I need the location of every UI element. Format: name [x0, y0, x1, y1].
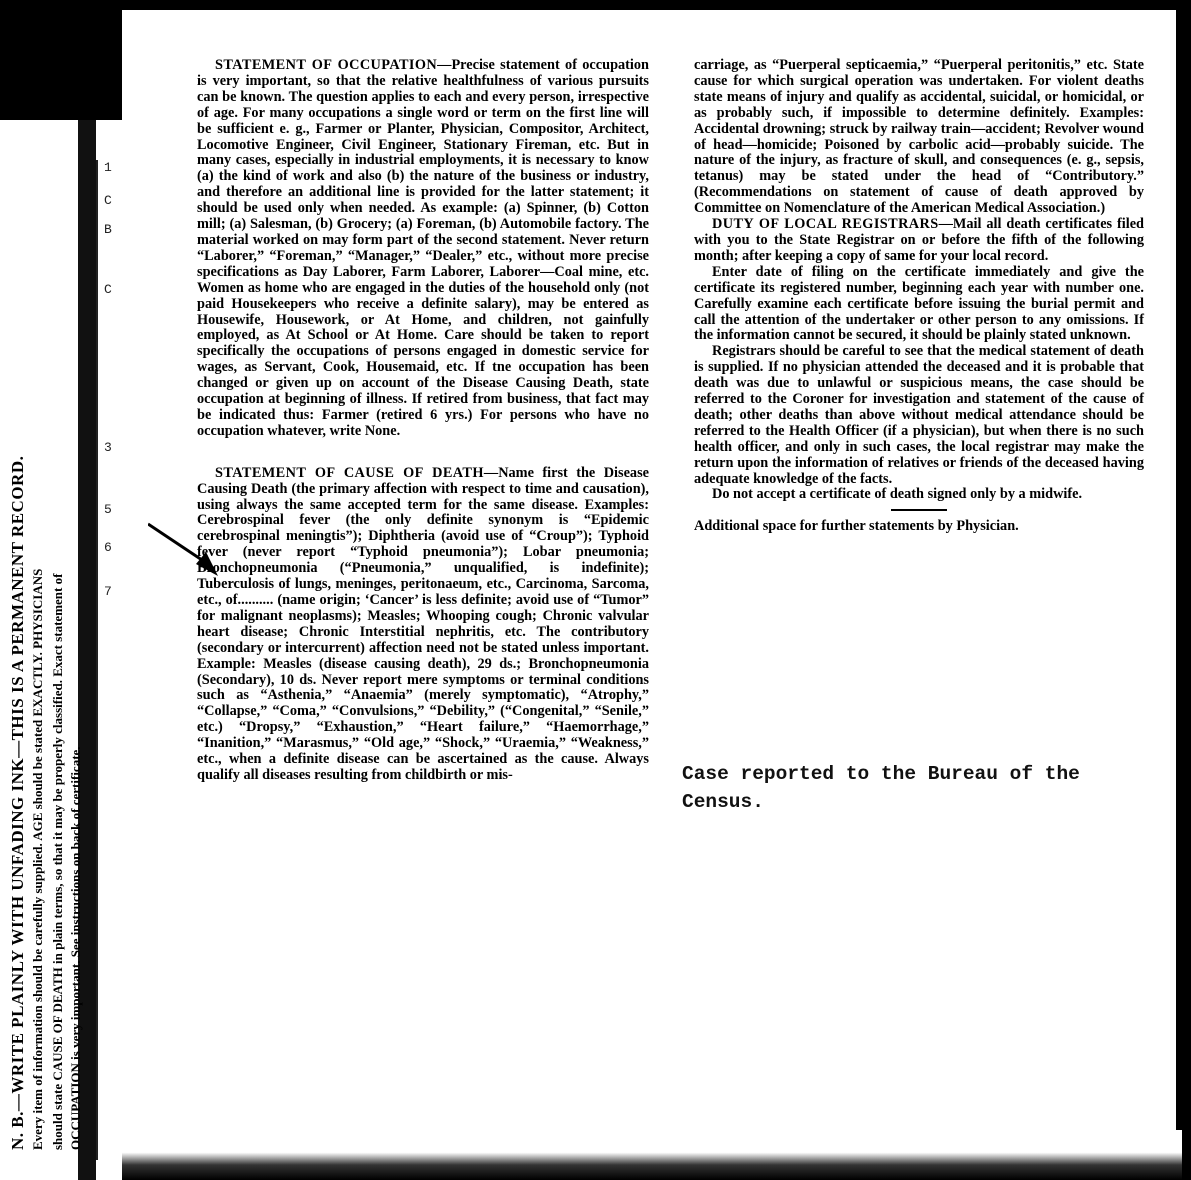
torn-bottom-edge — [122, 1130, 1182, 1180]
margin-mark: 3 — [104, 440, 112, 455]
duty-paragraph — [694, 217, 1144, 265]
cause-heading: STATEMENT OF CAUSE OF DEATH — [215, 464, 484, 481]
margin-mark: C — [104, 282, 112, 297]
additional-space-label: Additional space for further statements by Physician. — [694, 518, 1019, 535]
occupation-paragraph — [197, 58, 649, 440]
side-notice-line3: OCCUPATION is very important. See instructions on back of certificate. — [68, 746, 83, 1150]
margin-mark: 7 — [104, 584, 112, 599]
duty-body: —Mail all death certificates filed with you to the State Registrar on or before the fifth of the following month; after keeping a copy of same for your local record. — [694, 216, 1144, 264]
margin-marks — [100, 160, 120, 640]
side-notice-line2: should state CAUSE OF DEATH in plain terms, so that it may be properly classified. Exact statement of — [50, 573, 65, 1150]
cause-body: —Name first the Disease Causing Death (the primary affection with respect to time and causation), using always the same accepted term for the same disease. Examples: Cerebrospinal fever (the only definite synonym is “Epidemic cerebrospinal meningtis”); Diphtheria (avoid use of “Croup”); Typhoid fever (never report “Typhoid pneumonia”); Lobar pneumonia; Bronchopneumonia (“Pneumonia,” unqualified, is indefinite); Tuberculosis of lungs, meninges, peritonaeum, etc., Carcinoma, Sarcoma, etc., of.......... (name origin; ‘Cancer’ is less definite; avoid use of “Tumor” for malignant neoplasms); Measles; Whooping cough; Chronic valvular heart disease; Chronic Interstitial nephritis, etc. The contributory (secondary or intercurrent) affection need not be stated unless important. Example: Measles (disease causing death), 29 ds.; Bronchopneumonia (Secondary), 10 ds. Never report mere symptoms or terminal conditions such as “Asthenia,” “Anaemia” (merely symptomatic), “Atrophy,” “Collapse,” “Coma,” “Convulsions,” “Debility,” (“Congenital,” “Senile,” etc.) “Dropsy,” “Exhaustion,” “Heart failure,” “Haemorrhage,” “Inanition,” “Marasmus,” “Old age,” “Shock,” “Uraemia,” “Weakness,” etc., when a definite disease can be ascertained as the cause. Always qualify all diseases resulting from childbirth or mis- — [197, 464, 649, 783]
margin-mark: C — [104, 193, 112, 208]
duty-heading: DUTY OF LOCAL REGISTRARS — [712, 216, 939, 233]
divider — [891, 509, 947, 511]
typed-note: Case reported to the Bureau of the Census. — [682, 763, 1080, 813]
margin-mark: B — [104, 222, 112, 237]
left-column — [197, 58, 649, 784]
continuation-paragraph: carriage, as “Puerperal septicaemia,” “Puerperal peritonitis,” etc. State cause for which surgical operation was undertaken. For violent deaths state means of injury and qualify as accidental, suicidal, or homicidal, or as probably such, if impossible to determine definitely. Examples: Accidental drowning; struck by railway train—accident; Revolver wound of head—homicide; Poisoned by carbolic acid—probably suicide. The nature of the injury, as fracture of skull, and consequences (e. g., sepsis, tetanus) may be stated under the head of “Contributory.” (Recommendations on statement of cause of death approved by Committee on Nomenclature of the American Medical Association.) — [694, 57, 1144, 217]
margin-mark: 1 — [104, 160, 112, 175]
registrars-paragraph: Registrars should be careful to see that the medical statement of death is supplied. If no physician attended the deceased and it is probable that death was due to unlawful or suspicious means, the case should be referred to the Coroner for investigation and statement of the cause of death; other deaths than above without medical attendance should be referred to the Health Officer (if a physician), but when there is no such health officer, and only in such cases, the local registrar may make the return upon the information of relatives or friends of the deceased having adequate knowledge of the facts. — [694, 343, 1144, 487]
cause-paragraph — [197, 466, 649, 784]
right-scan-edge — [1176, 0, 1191, 1180]
occupation-body: —Precise statement of occupation is very important, so that the relative healthfulness of various pursuits can be known. The question applies to each and every person, irrespective of age. For many occupations a single word or term on the first line will be sufficient e. g., Farmer or Planter, Physician, Compositor, Architect, Locomotive Engineer, Civil Engineer, Stationary Fireman, etc. But in many cases, especially in industrial employments, it is necessary to know (a) the kind of work and also (b) the nature of the business or industry, and therefore an additional line is provided for the latter statement; it should be used only when needed. As example: (a) Spinner, (b) Cotton mill; (a) Salesman, (b) Grocery; (a) Foreman, (b) Automobile factory. The material worked on may form part of the second statement. Never return “Laborer,” “Foreman,” “Manager,” “Dealer,” etc., without more precise specifications as Day Laborer, Farm Laborer, Laborer—Coal mine, etc. Women as home who are engaged in the duties of the household only (not paid Housekeepers who receive a definite salary), may be entered as Housewife, Housework, or At Home, and children, not gainfully employed, as At School or At Home. Care should be taken to report specifically the occupations of persons engaged in domestic service for wages, as Servant, Cook, Housemaid, etc. If tne occupation has been changed or given up on account of the Disease Causing Death, state occupation at beginning of illness. If retired from business, that fact may be indicated thus: Farmer (retired 6 yrs.) For persons who have no occupation whatever, write None. — [197, 57, 650, 439]
margin-mark: 6 — [104, 540, 112, 555]
side-notice-main: N. B.—WRITE PLAINLY WITH UNFADING INK—THIS IS A PERMANENT RECORD. — [8, 455, 27, 1150]
side-notice-line1: Every item of information should be carefully supplied. AGE should be stated EXACTLY. PHYSICIANS — [30, 568, 45, 1150]
midwife-paragraph: Do not accept a certificate of death signed only by a midwife. — [712, 486, 1083, 503]
right-column — [694, 58, 1144, 535]
margin-mark: 5 — [104, 502, 112, 517]
occupation-heading: STATEMENT OF OCCUPATION — [215, 57, 438, 73]
enter-date-paragraph: Enter date of filing on the certificate immediately and give the certificate its registered number, beginning each year with number one. Carefully examine each certificate before issuing the burial permit and call the attention of the undertaker or other person to any omissions. If the information cannot be secured, it should be plainly stated unknown. — [694, 263, 1144, 344]
